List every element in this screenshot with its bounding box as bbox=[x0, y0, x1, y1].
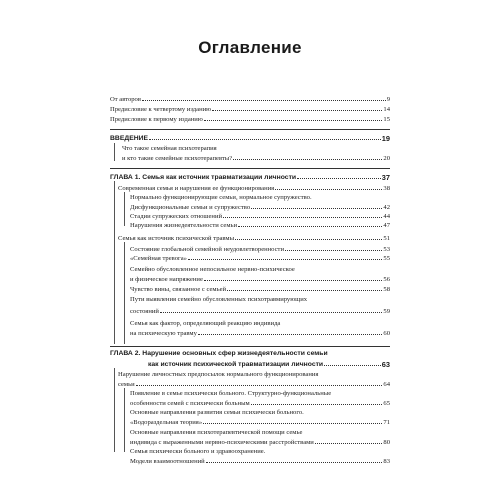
toc-entry-what-is-family-therapy[interactable] bbox=[122, 153, 390, 162]
toc-entry-personal-prerequisites[interactable] bbox=[118, 379, 390, 388]
toc-entry-text: Предисловие к первому изданию bbox=[110, 115, 203, 123]
toc-entry-text: Семья как источник психической травмы bbox=[118, 234, 235, 242]
toc-page-number: 44 bbox=[383, 212, 390, 220]
toc-entry-therapeutic-help[interactable] bbox=[130, 437, 390, 446]
toc-page-number: 51 bbox=[383, 234, 390, 242]
toc-entry-text: и кто такие семейные психотерапевты? bbox=[122, 154, 233, 162]
toc-page-number: 47 bbox=[383, 221, 390, 229]
toc-entry-detection-paths[interactable] bbox=[130, 306, 390, 315]
toc-page-number: 60 bbox=[383, 329, 390, 337]
toc-entry-text: Состояние глобальной семейной неудовлетворенности bbox=[130, 245, 284, 253]
section-rule bbox=[110, 129, 390, 130]
toc-page-number: 37 bbox=[381, 172, 390, 182]
toc-entry-text: Чувство вины, связанное с семьей bbox=[130, 285, 227, 293]
toc-page-number: 38 bbox=[383, 184, 390, 192]
toc-entry-guilt[interactable] bbox=[130, 284, 390, 293]
toc-entry-text: Модели взаимоотношений bbox=[130, 457, 205, 465]
toc-entry-text: семьи bbox=[118, 380, 135, 388]
toc-entry-text: От авторов bbox=[110, 95, 141, 103]
toc-entry-text: индивида с выраженными нервно-психическими расстройствами bbox=[130, 438, 314, 446]
toc-entry-text: Семья психически больного и здравоохранение. bbox=[130, 448, 266, 455]
toc-heading-introduction[interactable] bbox=[110, 133, 390, 142]
toc-entry-text: Что такое семейная психотерапия bbox=[122, 145, 217, 152]
indent-guide bbox=[124, 192, 125, 226]
indent-guide bbox=[114, 181, 115, 344]
toc-page-number: 56 bbox=[383, 275, 390, 283]
section-rule bbox=[110, 346, 390, 347]
page-title: Оглавление bbox=[198, 38, 302, 57]
toc-page-number: 9 bbox=[386, 95, 390, 103]
toc-entry-from-authors[interactable] bbox=[110, 94, 390, 103]
toc-page-number: 42 bbox=[383, 203, 390, 211]
toc-entry-trauma-reaction[interactable] bbox=[130, 328, 390, 337]
toc-entry-text: состояний bbox=[130, 307, 159, 315]
toc-page-number: 59 bbox=[383, 307, 390, 315]
toc-page-number: 20 bbox=[383, 154, 390, 162]
toc-entry-text: особенности семей с психически больным bbox=[130, 399, 250, 407]
toc-page-number: 55 bbox=[383, 254, 390, 262]
toc-entry-text: Семья как фактор, определяющий реакцию индивида bbox=[130, 320, 281, 327]
toc-entry-ill-family-member[interactable] bbox=[130, 398, 390, 407]
toc-page-number: 15 bbox=[383, 115, 390, 123]
toc-entry-text: Дисфункциональные семьи и супружество bbox=[130, 203, 251, 211]
toc-heading-chapter-1[interactable] bbox=[110, 172, 390, 181]
toc-entry-text: ВВЕДЕНИЕ bbox=[110, 134, 149, 142]
toc-page-number: 65 bbox=[383, 399, 390, 407]
toc-entry-preface-1st[interactable] bbox=[110, 114, 390, 123]
toc-page-number: 58 bbox=[383, 285, 390, 293]
toc-entry-text: на психическую травму bbox=[130, 329, 197, 337]
toc-entry-text: Основные направления развития семьи психически больного. bbox=[130, 409, 304, 416]
toc-entry-family-as-trauma-source[interactable] bbox=[118, 233, 390, 242]
toc-page-number: 14 bbox=[383, 105, 390, 113]
toc-heading-text: ГЛАВА 2. Нарушение основных сфер жизнедеятельности семьи bbox=[110, 350, 328, 357]
toc-page-number: 71 bbox=[383, 418, 390, 426]
toc-entry-healthcare-models[interactable] bbox=[130, 456, 390, 465]
toc-page-number: 63 bbox=[381, 359, 390, 369]
toc-entry-text: Предисловие к четвертому изданию bbox=[110, 105, 212, 113]
toc-entry-text: Основные направления психотерапевтической помощи семье bbox=[130, 429, 303, 436]
toc-entry-text: ГЛАВА 1. Семья как источник травматизации личности bbox=[110, 173, 297, 181]
toc-entry-modern-family[interactable] bbox=[118, 183, 390, 192]
toc-entry-text: как источник психической травматизации личности bbox=[148, 360, 324, 368]
toc-entry-watershed-theory[interactable] bbox=[130, 417, 390, 426]
toc-entry-text: Появление в семье психически больного. Структурно-функциональные bbox=[130, 390, 332, 397]
toc-entry-text: и физическое напряжение bbox=[130, 275, 203, 283]
toc-entry-text: Стадии супружеских отношений bbox=[130, 212, 223, 220]
toc-entry-text: Нарушение личностных предпосылок нормального функционирования bbox=[118, 371, 319, 378]
toc-heading-chapter-2[interactable] bbox=[148, 359, 390, 368]
toc-entry-text: «Водораздельная теория» bbox=[130, 418, 203, 426]
indent-guide bbox=[114, 368, 115, 452]
toc-entry-overwhelming-strain[interactable] bbox=[130, 274, 390, 283]
toc-entry-text: Нормально функционирующие семьи, нормальное супружество. bbox=[130, 194, 312, 201]
toc-page-number: 19 bbox=[381, 133, 390, 143]
toc-entry-family-disruptions[interactable] bbox=[130, 220, 390, 229]
indent-guide bbox=[124, 388, 125, 452]
indent-guide bbox=[124, 242, 125, 344]
toc-entry-preface-4th[interactable] bbox=[110, 104, 390, 113]
toc-entry-text: Пути выявления семейно обусловленных психотравмирующих bbox=[130, 296, 308, 303]
toc-entry-text: Семейно обусловленное непосильное нервно-психическое bbox=[130, 266, 295, 273]
section-rule bbox=[110, 168, 390, 169]
toc-entry-text: Современная семья и нарушения ее функционирования bbox=[118, 184, 275, 192]
toc-page-number: 83 bbox=[383, 457, 390, 465]
toc-entry-text: «Семейная тревога» bbox=[130, 254, 187, 262]
toc-entry-family-anxiety[interactable] bbox=[130, 253, 390, 262]
toc-page-number: 64 bbox=[383, 380, 390, 388]
toc-page-number: 80 bbox=[383, 438, 390, 446]
toc-entry-text: Нарушения жизнедеятельности семьи bbox=[130, 221, 238, 229]
toc-page-number: 53 bbox=[383, 245, 390, 253]
indent-guide bbox=[114, 143, 115, 161]
